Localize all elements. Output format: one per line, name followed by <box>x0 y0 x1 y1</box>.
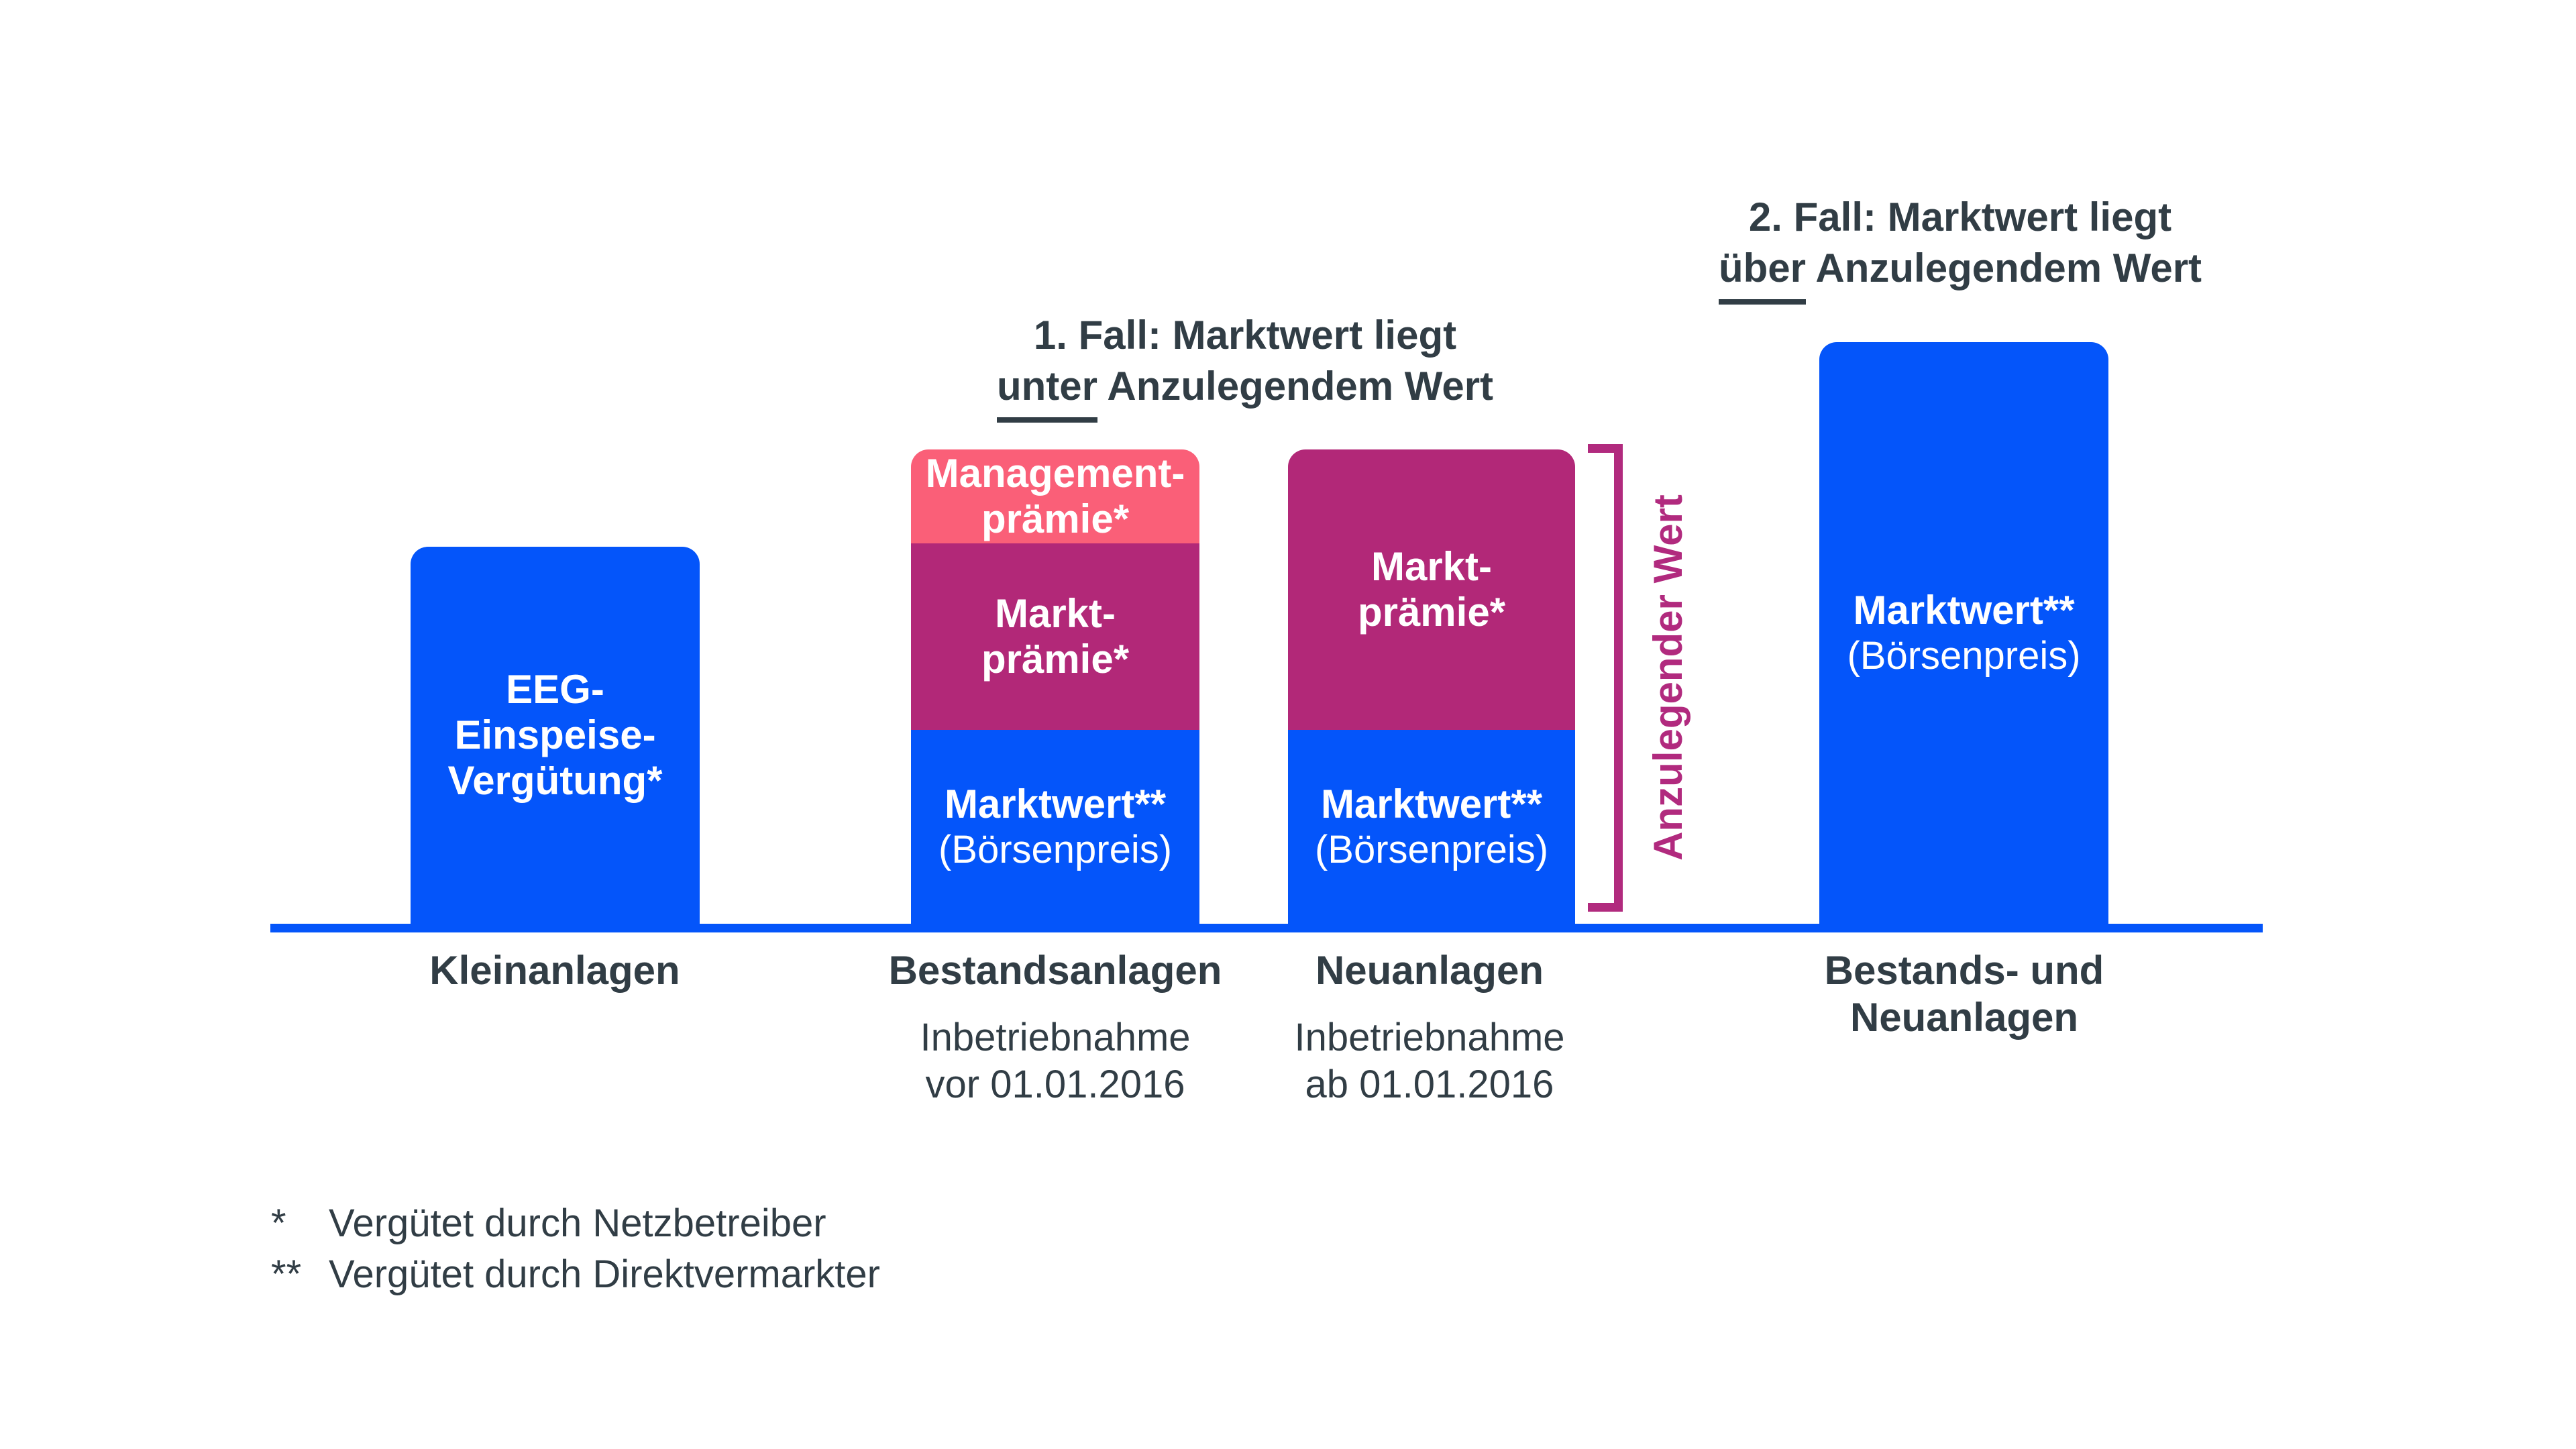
bar-kleinanlagen-eeg-verguetung <box>411 547 700 924</box>
bar-bestandsanlagen <box>911 449 1199 924</box>
segment-marktpraemie <box>911 543 1199 730</box>
segment-label-line: prämie* <box>1357 590 1506 635</box>
footnote-marker: ** <box>271 1252 302 1296</box>
bracket-label-anzulegender-wert: Anzulegender Wert <box>1646 494 1690 861</box>
category-line: Neuanlagen <box>1315 948 1544 993</box>
segment-managementpraemie <box>911 449 1199 543</box>
case2-line1: 2. Fall: Marktwert liegt <box>1748 195 2172 239</box>
category-line: Kleinanlagen <box>429 948 680 993</box>
segment-marktwert <box>1288 730 1575 924</box>
segment-label-line: (Börsenpreis) <box>938 827 1173 871</box>
segment-label-line: Marktwert** <box>1853 587 2075 633</box>
footnote-marker: * <box>271 1201 286 1245</box>
case2-line2-rest: Anzulegendem Wert <box>1805 246 2202 290</box>
case2-line2 <box>1638 243 2282 305</box>
category-label-bestands-und-neuanlagen <box>1729 947 2199 1041</box>
category-sublabel <box>1195 1014 1664 1108</box>
case1-underlined-word: unter <box>997 361 1097 423</box>
case1-annotation <box>923 310 1567 423</box>
sublabel-line: vor 01.01.2016 <box>925 1063 1185 1106</box>
segment-marktpraemie <box>1288 449 1575 730</box>
segment-label-line: (Börsenpreis) <box>1847 633 2081 678</box>
category-line: Bestands- und <box>1824 948 2104 993</box>
bar-neuanlagen <box>1288 449 1575 924</box>
segment-label-line: Marktwert** <box>944 781 1167 826</box>
segment-label-line: Vergütung* <box>447 758 663 803</box>
case1-line1: 1. Fall: Marktwert liegt <box>1033 313 1457 358</box>
baseline-axis <box>270 924 2263 932</box>
bar-bestands-und-neuanlagen-marktwert <box>1819 342 2108 924</box>
category-label-neuanlagen <box>1195 947 1664 1108</box>
category-line: Neuanlagen <box>1849 995 2079 1040</box>
footnotes <box>271 1198 1210 1300</box>
case1-line2-rest: Anzulegendem Wert <box>1097 364 1494 409</box>
segment-label-line: EEG- <box>506 667 604 712</box>
segment-label-line: Markt- <box>994 591 1116 636</box>
case1-line2 <box>923 361 1567 423</box>
category-label-kleinanlagen <box>354 947 756 994</box>
category-line: Bestandsanlagen <box>888 948 1222 993</box>
segment-label-line: (Börsenpreis) <box>1314 827 1549 871</box>
bracket-vertical-line <box>1614 444 1623 912</box>
segment-label-line: Markt- <box>1371 544 1493 589</box>
footnote-text: Vergütet durch Direktvermarkter <box>329 1252 880 1296</box>
footnote-text: Vergütet durch Netzbetreiber <box>329 1201 826 1245</box>
case2-annotation <box>1638 192 2282 305</box>
segment-label-line: prämie* <box>981 496 1130 541</box>
sublabel-line: Inbetriebnahme <box>920 1016 1191 1059</box>
bracket-bottom-tick <box>1588 903 1623 912</box>
sublabel-line: ab 01.01.2016 <box>1305 1063 1554 1106</box>
segment-label-line: Management- <box>925 451 1185 496</box>
footnote-row <box>271 1198 1210 1249</box>
segment-label-line: prämie* <box>981 637 1130 682</box>
bracket-top-tick <box>1588 444 1623 453</box>
segment-label-line: Marktwert** <box>1320 781 1543 826</box>
segment-marktwert <box>911 730 1199 924</box>
sublabel-line: Inbetriebnahme <box>1294 1016 1565 1059</box>
footnote-row <box>271 1249 1210 1300</box>
case2-underlined-word: über <box>1719 243 1806 305</box>
segment-label-line: Einspeise- <box>454 712 656 757</box>
